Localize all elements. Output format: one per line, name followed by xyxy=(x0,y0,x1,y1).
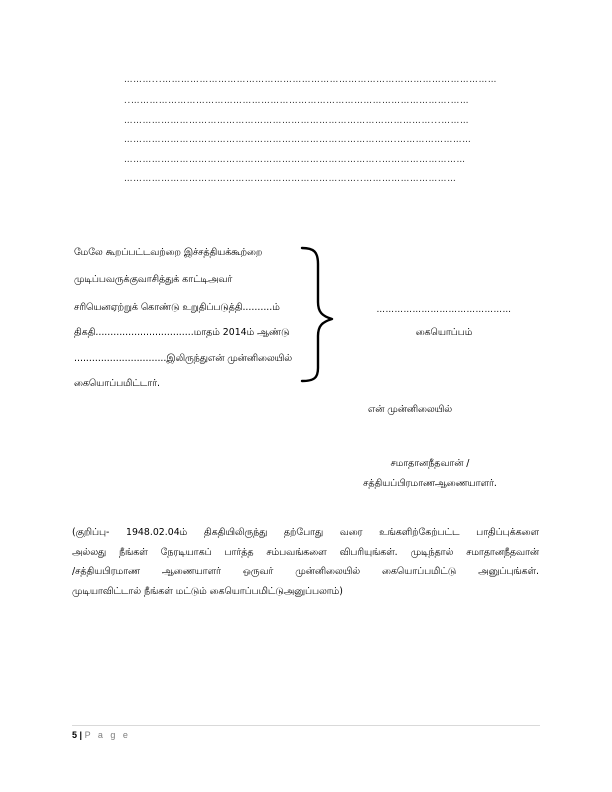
declaration-line-1: மேலே கூறப்பட்டவற்றை இச்சத்தியக்கூற்றை xyxy=(74,247,263,258)
signature-dots: ……………………………………… xyxy=(376,305,512,315)
note-line-3: /சத்தியபிரமாண ஆணையாளர் ஒருவர் முன்னிலையில் கையொப்பமிட்டு அனுப்புங்கள். xyxy=(72,566,539,578)
note-line-2: அல்லது நீங்கள் நேரடியாகப் பார்த்த சம்பவங்களை விபரியுங்கள். முடிந்தால் சமாதானநீதவான் xyxy=(72,546,539,558)
dotted-line-1: ………...……………………………………………………………………………………………… xyxy=(124,75,498,85)
page-label: P a g e xyxy=(84,730,131,740)
declaration-line-3: சரியெனஏற்றுக் கொண்டு உறுதிப்படுத்தி..........ம் xyxy=(74,302,280,313)
curly-brace xyxy=(298,244,338,384)
note-line-4: முடியாவிட்டால் நீங்கள் மட்டும் கையொப்பமிட்டுஅனுப்பலாம்) xyxy=(72,585,343,597)
dotted-line-2: ..………………………………………………………………………………………….…… xyxy=(124,96,470,106)
note-paragraph xyxy=(72,523,539,601)
presence-text: என் முன்னிலையில் xyxy=(367,404,453,415)
dotted-line-6: …………………………………………………………………..………………………… xyxy=(124,174,457,184)
witness-title-line-2: சத்தியப்பிரமாணஆணையாளர். xyxy=(363,478,497,489)
dotted-line-4: …………………………………………………………………………….…………………… xyxy=(124,135,472,145)
declaration-line-6: கையொப்பமிட்டார். xyxy=(74,378,160,389)
declaration-line-4: திகதி.................................மாதம் 2014ம் ஆண்டு xyxy=(74,327,290,338)
signature-label: கையொப்பம் xyxy=(415,327,473,338)
footer-separator: | xyxy=(79,730,83,740)
dotted-line-5: ………………………………………………………………………..……………………… xyxy=(124,155,466,165)
witness-title-line-1: சமாதானநீதவான் / xyxy=(390,458,470,469)
page-footer xyxy=(72,729,130,741)
page-number: 5 xyxy=(72,730,78,740)
declaration-line-5: ...............................இலிருந்துஎன் முன்னிலையில் xyxy=(74,353,293,364)
dotted-line-3: ………………………………………………………………………………………...……… xyxy=(124,116,470,126)
note-line-1: (குறிப்பு- 1948.02.04ம் திகதியிலிருந்து தற்போது வரை உங்களிற்கேற்பட்ட பாதிப்புக்களை xyxy=(72,527,539,538)
declaration-line-2: முடிப்பவருக்குவாசித்துக் காட்டிஅவர் xyxy=(74,274,233,285)
footer-divider xyxy=(72,725,540,726)
